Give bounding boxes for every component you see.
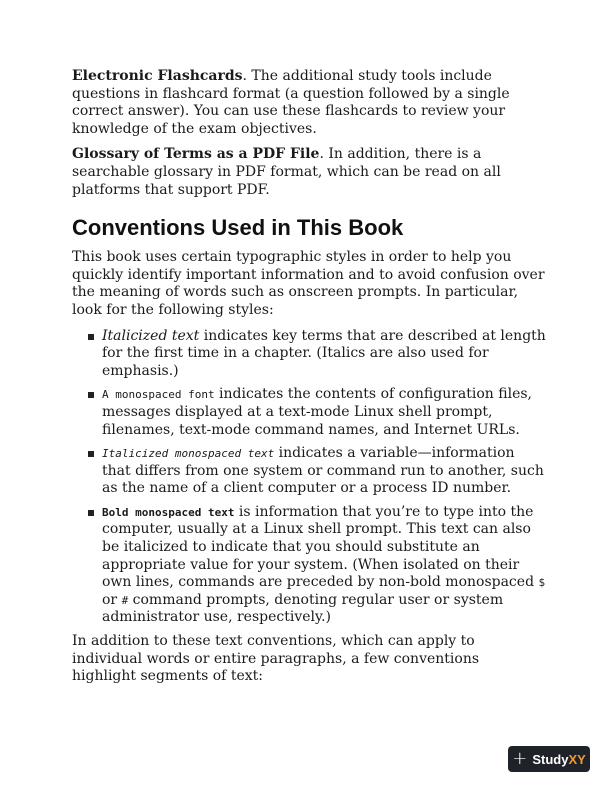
list-item: [72, 328, 547, 381]
plus-icon: +: [512, 748, 528, 769]
flashcards-lead: Electronic Flashcards: [72, 68, 243, 84]
glossary-lead: Glossary of Terms as a PDF File: [72, 146, 320, 163]
dollar-prompt: $: [538, 576, 546, 590]
bullet-icon: [88, 334, 94, 340]
monospace-sample: A monospaced font: [102, 388, 215, 402]
brand-accent: XY: [568, 751, 586, 767]
item-text: or: [102, 591, 122, 608]
list-item: [72, 386, 547, 439]
bullet-icon: [88, 451, 94, 457]
flashcards-body: . The additional study tools include questions in flashcard format (a question followed by a single correct answer). You can use these flashcards to review your knowledge of the exam objectives.: [72, 68, 510, 137]
section-intro: This book uses certain typographic styles in order to help you quickly identify important information and to avoid confusion over the meaning of words such as onscreen prompts. In particular, look for the following styles:: [72, 249, 545, 318]
brand-logo: [532, 752, 585, 767]
item-text: command prompts, denoting regular user or system administrator use, respectively.): [102, 591, 504, 626]
bullet-icon: [88, 392, 94, 398]
italic-monospace-sample: Italicized monospaced text: [102, 447, 275, 461]
hash-prompt: #: [121, 593, 129, 607]
item-text: indicates the contents of configuration files, messages displayed at a text-mode Linux shell prompt, filenames, text-mode command names, and Internet URLs.: [102, 386, 532, 438]
bold-monospace-sample: Bold monospaced text: [102, 505, 235, 519]
glossary-body: . In addition, there is a searchable glossary in PDF format, which can be read on all platforms that support PDF.: [72, 146, 501, 198]
section-outro: In addition to these text conventions, which can apply to individual words or entire paragraphs, a few conventions highlight segments of text:: [72, 633, 480, 685]
brand-main: Study: [532, 751, 569, 767]
item-text: indicates key terms that are described at length for the first time in a chapter. (Italics are also used for emphasis.): [102, 327, 546, 379]
item-text: indicates a variable—information that differs from one system or command run to another, such as the name of a client computer or a process ID number.: [102, 445, 544, 497]
studyxy-badge[interactable]: [508, 746, 590, 772]
item-text: is information that you’re to type into the computer, usually at a Linux shell prompt. This text can also be italicized to indicate that you should substitute an appropriate value for your system. (When isolated on their own lines, commands are preceded by non-bold monospaced: [102, 503, 539, 591]
section-heading: Conventions Used in This Book: [72, 215, 404, 241]
list-item: [72, 504, 547, 627]
bullet-icon: [88, 510, 94, 516]
glossary-paragraph: [72, 146, 547, 199]
italic-sample: Italicized text: [102, 327, 200, 344]
flashcards-paragraph: [72, 68, 547, 138]
list-item: [72, 445, 547, 498]
page-content: [72, 68, 547, 694]
styles-list: [72, 328, 547, 628]
